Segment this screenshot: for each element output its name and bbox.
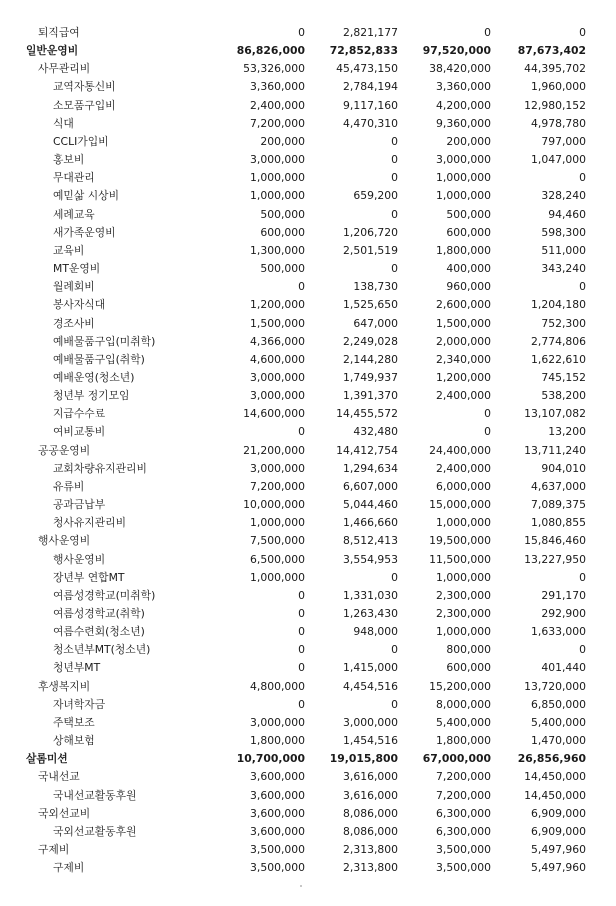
row-value: 8,512,413 [343, 534, 398, 548]
row-value: 0 [298, 661, 305, 675]
row-value: 948,000 [353, 625, 398, 639]
row-value: 3,600,000 [250, 770, 305, 784]
row-value: 67,000,000 [422, 752, 491, 766]
row-value: 1,000,000 [436, 189, 491, 203]
row-value: 1,000,000 [250, 570, 305, 584]
row-value: 9,117,160 [343, 98, 398, 112]
table-row [0, 187, 616, 205]
row-value: 86,826,000 [236, 44, 305, 58]
row-label: 공공운영비 [38, 443, 91, 457]
row-value: 14,450,000 [524, 770, 586, 784]
row-value: 291,170 [541, 588, 586, 602]
row-value: 401,440 [541, 661, 586, 675]
row-value: 0 [298, 26, 305, 39]
row-value: 2,313,800 [343, 861, 398, 875]
row-value: 1,000,000 [436, 625, 491, 639]
row-value: 2,774,806 [531, 334, 586, 348]
row-label: 지급수수료 [53, 407, 106, 421]
row-label: 상해보험 [53, 734, 95, 748]
row-label: 여름성경학교(취학) [53, 607, 145, 620]
table-row [0, 714, 616, 732]
row-value: 659,200 [353, 189, 398, 203]
table-row [0, 260, 616, 278]
row-value: 12,980,152 [524, 98, 586, 112]
row-value: 0 [579, 570, 586, 584]
row-value: 1,391,370 [343, 389, 398, 403]
row-value: 745,152 [541, 370, 586, 384]
row-value: 13,227,950 [524, 552, 586, 566]
row-label: 행사운영비 [38, 534, 91, 548]
row-value: 3,360,000 [436, 80, 491, 94]
row-value: 1,000,000 [250, 189, 305, 203]
table-row [0, 478, 616, 496]
row-label: 장년부 연합MT [53, 570, 125, 584]
row-value: 94,460 [548, 207, 586, 221]
table-row [0, 496, 616, 514]
table-row [0, 641, 616, 659]
row-value: 2,501,519 [343, 243, 398, 257]
row-value: 72,852,833 [329, 44, 398, 58]
row-value: 5,400,000 [436, 715, 491, 729]
row-label: CCLI가입비 [53, 134, 109, 148]
row-value: 0 [484, 425, 491, 439]
row-value: 4,600,000 [250, 352, 305, 366]
row-value: 19,500,000 [429, 534, 491, 548]
row-value: 600,000 [446, 225, 491, 239]
row-value: 3,600,000 [250, 806, 305, 820]
table-row [0, 750, 616, 768]
row-value: 1,525,650 [343, 298, 398, 312]
row-label: 국외선교비 [38, 806, 91, 820]
row-value: 0 [298, 280, 305, 294]
row-label: 주택보조 [53, 715, 95, 729]
row-value: 24,400,000 [429, 443, 491, 457]
row-value: 2,249,028 [343, 334, 398, 348]
row-value: 3,000,000 [436, 153, 491, 167]
row-value: 1,331,030 [343, 588, 398, 602]
row-label: 새가족운영비 [53, 225, 116, 239]
table-row [0, 351, 616, 369]
table-row [0, 623, 616, 641]
table-row [0, 678, 616, 696]
row-value: 2,300,000 [436, 607, 491, 620]
row-value: 647,000 [353, 316, 398, 330]
scan-speck [300, 885, 302, 887]
table-row [0, 423, 616, 441]
row-label: 청소년부MT(청소년) [53, 643, 151, 657]
row-value: 2,400,000 [436, 389, 491, 403]
table-row [0, 605, 616, 623]
table-row [0, 532, 616, 550]
row-label: 국내선교활동후원 [53, 788, 137, 802]
row-value: 53,326,000 [243, 62, 305, 76]
row-value: 1,204,180 [531, 298, 586, 312]
row-value: 15,846,460 [524, 534, 586, 548]
row-value: 1,300,000 [250, 243, 305, 257]
row-value: 0 [579, 171, 586, 185]
table-row [0, 315, 616, 333]
row-value: 14,412,754 [336, 443, 398, 457]
row-label: 후생복지비 [38, 679, 91, 693]
table-row [0, 841, 616, 859]
row-value: 97,520,000 [422, 44, 491, 58]
row-value: 3,600,000 [250, 788, 305, 802]
row-label: 소모품구입비 [53, 98, 116, 112]
table-row [0, 859, 616, 877]
row-value: 3,000,000 [250, 715, 305, 729]
table-row [0, 24, 616, 42]
row-value: 0 [298, 607, 305, 620]
row-value: 1,000,000 [436, 516, 491, 530]
row-value: 14,450,000 [524, 788, 586, 802]
row-label: 예배운영(청소년) [53, 370, 135, 384]
row-value: 7,500,000 [250, 534, 305, 548]
row-value: 14,600,000 [243, 407, 305, 421]
row-label: 경조사비 [53, 316, 95, 330]
row-value: 797,000 [541, 134, 586, 148]
row-label: 공과금납부 [53, 498, 106, 512]
row-value: 5,497,960 [531, 843, 586, 857]
row-value: 10,700,000 [236, 752, 305, 766]
row-value: 1,622,610 [531, 352, 586, 366]
row-value: 0 [579, 26, 586, 39]
row-value: 1,294,634 [343, 461, 398, 475]
row-value: 14,455,572 [336, 407, 398, 421]
row-label: 청년부 정기모임 [53, 389, 130, 403]
row-value: 1,470,000 [531, 734, 586, 748]
row-label: 무대관리 [53, 171, 95, 185]
row-label: 구제비 [38, 843, 70, 857]
table-row [0, 587, 616, 605]
table-row [0, 514, 616, 532]
row-value: 0 [298, 588, 305, 602]
row-value: 138,730 [353, 280, 398, 294]
row-value: 15,200,000 [429, 679, 491, 693]
row-value: 9,360,000 [436, 116, 491, 130]
row-label: 청년부MT [53, 661, 101, 675]
row-value: 500,000 [260, 262, 305, 276]
row-value: 4,200,000 [436, 98, 491, 112]
row-value: 1,454,516 [343, 734, 398, 748]
row-value: 3,000,000 [250, 461, 305, 475]
row-value: 7,089,375 [531, 498, 586, 512]
row-value: 0 [391, 262, 398, 276]
row-value: 432,480 [353, 425, 398, 439]
row-value: 600,000 [260, 225, 305, 239]
row-value: 4,800,000 [250, 679, 305, 693]
row-value: 0 [391, 697, 398, 711]
row-value: 15,000,000 [429, 498, 491, 512]
row-value: 4,637,000 [531, 479, 586, 493]
row-value: 13,200 [548, 425, 586, 439]
row-value: 1,000,000 [436, 570, 491, 584]
row-value: 1,263,430 [343, 607, 398, 620]
row-value: 1,466,660 [343, 516, 398, 530]
row-value: 7,200,000 [436, 788, 491, 802]
row-value: 2,400,000 [250, 98, 305, 112]
row-value: 13,711,240 [524, 443, 586, 457]
row-label: MT운영비 [53, 262, 101, 276]
table-row [0, 569, 616, 587]
table-row [0, 387, 616, 405]
row-value: 6,909,000 [531, 806, 586, 820]
row-value: 0 [391, 134, 398, 148]
table-row [0, 551, 616, 569]
table-row [0, 42, 616, 60]
row-value: 0 [391, 643, 398, 657]
row-label: 살롬미션 [26, 752, 68, 766]
table-row [0, 659, 616, 677]
row-value: 3,616,000 [343, 770, 398, 784]
row-value: 800,000 [446, 643, 491, 657]
row-value: 13,720,000 [524, 679, 586, 693]
row-label: 행사운영비 [53, 552, 106, 566]
table-row [0, 206, 616, 224]
row-value: 0 [391, 207, 398, 221]
row-label: 식대 [53, 116, 74, 130]
row-label: 국외선교활동후원 [53, 824, 137, 838]
row-value: 0 [579, 643, 586, 657]
row-value: 0 [391, 570, 398, 584]
row-value: 8,086,000 [343, 806, 398, 820]
row-value: 26,856,960 [517, 752, 586, 766]
row-value: 1,960,000 [531, 80, 586, 94]
row-label: 여름수련회(청소년) [53, 625, 145, 639]
row-value: 3,616,000 [343, 788, 398, 802]
row-value: 7,200,000 [436, 770, 491, 784]
table-row [0, 823, 616, 841]
row-label: 예배물품구입(미취학) [53, 334, 156, 348]
row-value: 200,000 [260, 134, 305, 148]
row-label: 월례회비 [53, 280, 95, 294]
row-value: 8,000,000 [436, 697, 491, 711]
row-value: 0 [298, 625, 305, 639]
table-row [0, 442, 616, 460]
row-value: 21,200,000 [243, 443, 305, 457]
row-value: 8,086,000 [343, 824, 398, 838]
row-value: 3,000,000 [250, 389, 305, 403]
row-value: 3,500,000 [436, 843, 491, 857]
row-value: 0 [391, 153, 398, 167]
table-row [0, 405, 616, 423]
row-value: 5,497,960 [531, 861, 586, 875]
row-value: 45,473,150 [336, 62, 398, 76]
row-label: 퇴직급여 [38, 26, 80, 39]
row-value: 11,500,000 [429, 552, 491, 566]
table-row [0, 133, 616, 151]
row-value: 4,470,310 [343, 116, 398, 130]
row-value: 200,000 [446, 134, 491, 148]
row-value: 0 [298, 643, 305, 657]
row-value: 1,080,855 [531, 516, 586, 530]
row-value: 511,000 [541, 243, 586, 257]
row-label: 사무관리비 [38, 62, 91, 76]
row-value: 3,000,000 [250, 153, 305, 167]
row-value: 38,420,000 [429, 62, 491, 76]
row-value: 2,144,280 [343, 352, 398, 366]
row-value: 752,300 [541, 316, 586, 330]
row-value: 5,400,000 [531, 715, 586, 729]
row-value: 4,366,000 [250, 334, 305, 348]
row-value: 598,300 [541, 225, 586, 239]
table-row [0, 296, 616, 314]
row-value: 1,500,000 [250, 316, 305, 330]
row-label: 교역자통신비 [53, 80, 116, 94]
row-value: 19,015,800 [329, 752, 398, 766]
row-value: 904,010 [541, 461, 586, 475]
row-label: 세례교육 [53, 207, 95, 221]
row-value: 2,784,194 [343, 80, 398, 94]
row-value: 10,000,000 [243, 498, 305, 512]
row-value: 1,800,000 [436, 243, 491, 257]
row-value: 5,044,460 [343, 498, 398, 512]
row-value: 1,633,000 [531, 625, 586, 639]
row-value: 1,047,000 [531, 153, 586, 167]
row-value: 2,340,000 [436, 352, 491, 366]
row-value: 6,300,000 [436, 824, 491, 838]
row-value: 2,400,000 [436, 461, 491, 475]
row-label: 구제비 [53, 861, 85, 875]
row-value: 1,415,000 [343, 661, 398, 675]
row-value: 960,000 [446, 280, 491, 294]
row-value: 3,360,000 [250, 80, 305, 94]
row-value: 13,107,082 [524, 407, 586, 421]
row-value: 6,909,000 [531, 824, 586, 838]
row-value: 600,000 [446, 661, 491, 675]
table-row [0, 278, 616, 296]
row-value: 1,000,000 [250, 171, 305, 185]
table-row [0, 169, 616, 187]
row-value: 1,200,000 [436, 370, 491, 384]
row-label: 교회차량유지관리비 [53, 461, 147, 475]
row-value: 87,673,402 [517, 44, 586, 58]
row-value: 1,200,000 [250, 298, 305, 312]
table-row [0, 333, 616, 351]
row-value: 3,554,953 [343, 552, 398, 566]
row-label: 여비교통비 [53, 425, 106, 439]
table-row [0, 787, 616, 805]
row-label: 홍보비 [53, 153, 85, 167]
row-value: 0 [298, 425, 305, 439]
row-value: 2,821,177 [343, 26, 398, 39]
row-value: 500,000 [260, 207, 305, 221]
row-value: 6,850,000 [531, 697, 586, 711]
row-value: 0 [298, 697, 305, 711]
row-label: 일반운영비 [26, 44, 79, 58]
row-label: 봉사자식대 [53, 298, 106, 312]
row-value: 0 [484, 26, 491, 39]
row-value: 7,200,000 [250, 116, 305, 130]
row-value: 7,200,000 [250, 479, 305, 493]
row-value: 4,454,516 [343, 679, 398, 693]
row-value: 3,500,000 [436, 861, 491, 875]
row-value: 343,240 [541, 262, 586, 276]
row-value: 292,900 [541, 607, 586, 620]
row-value: 328,240 [541, 189, 586, 203]
row-value: 1,000,000 [250, 516, 305, 530]
row-value: 1,800,000 [436, 734, 491, 748]
row-label: 교육비 [53, 243, 85, 257]
row-label: 예믿삶 시상비 [53, 189, 120, 203]
row-label: 여름성경학교(미취학) [53, 588, 156, 602]
row-value: 4,978,780 [531, 116, 586, 130]
table-row [0, 696, 616, 714]
row-label: 청사유지관리비 [53, 516, 127, 530]
row-value: 538,200 [541, 389, 586, 403]
row-label: 국내선교 [38, 770, 80, 784]
table-row [0, 115, 616, 133]
budget-table [0, 24, 616, 877]
table-row [0, 97, 616, 115]
row-label: 자녀학자금 [53, 697, 106, 711]
row-value: 3,000,000 [343, 715, 398, 729]
row-value: 6,300,000 [436, 806, 491, 820]
row-value: 2,000,000 [436, 334, 491, 348]
row-value: 3,500,000 [250, 843, 305, 857]
row-value: 6,000,000 [436, 479, 491, 493]
row-value: 1,500,000 [436, 316, 491, 330]
row-label: 유류비 [53, 479, 85, 493]
row-value: 1,800,000 [250, 734, 305, 748]
row-value: 1,749,937 [343, 370, 398, 384]
row-value: 0 [579, 280, 586, 294]
table-row [0, 805, 616, 823]
row-value: 2,600,000 [436, 298, 491, 312]
table-row [0, 732, 616, 750]
row-value: 500,000 [446, 207, 491, 221]
row-value: 1,206,720 [343, 225, 398, 239]
row-value: 6,500,000 [250, 552, 305, 566]
row-value: 0 [484, 407, 491, 421]
row-value: 44,395,702 [524, 62, 586, 76]
row-value: 0 [391, 171, 398, 185]
table-row [0, 242, 616, 260]
row-value: 400,000 [446, 262, 491, 276]
table-row [0, 768, 616, 786]
row-label: 예배물품구입(취학) [53, 352, 145, 366]
table-row [0, 460, 616, 478]
row-value: 3,500,000 [250, 861, 305, 875]
row-value: 3,000,000 [250, 370, 305, 384]
row-value: 2,300,000 [436, 588, 491, 602]
row-value: 1,000,000 [436, 171, 491, 185]
row-value: 6,607,000 [343, 479, 398, 493]
table-row [0, 151, 616, 169]
table-row [0, 224, 616, 242]
row-value: 2,313,800 [343, 843, 398, 857]
table-row [0, 78, 616, 96]
table-row [0, 60, 616, 78]
table-row [0, 369, 616, 387]
row-value: 3,600,000 [250, 824, 305, 838]
